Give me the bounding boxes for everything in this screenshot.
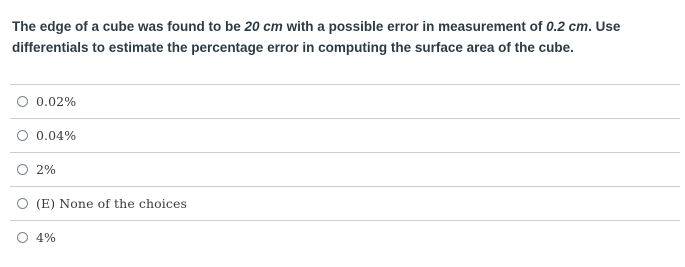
answer-option[interactable] bbox=[10, 152, 680, 186]
answer-label: (E) None of the choices bbox=[36, 196, 187, 211]
answer-label: 0.04% bbox=[36, 128, 77, 143]
question-part-1: The edge of a cube was found to be bbox=[12, 19, 245, 34]
radio-button-icon[interactable] bbox=[17, 198, 28, 209]
question-part-2: with a possible error in measurement of bbox=[282, 19, 547, 34]
answer-option[interactable] bbox=[10, 84, 680, 118]
radio-button-icon[interactable] bbox=[17, 164, 28, 175]
radio-button-icon[interactable] bbox=[17, 96, 28, 107]
answer-list bbox=[10, 84, 680, 254]
edge-value: 20 cm bbox=[244, 19, 283, 34]
radio-button-icon[interactable] bbox=[17, 232, 28, 243]
answer-option[interactable] bbox=[10, 118, 680, 152]
answer-label: 0.02% bbox=[36, 94, 77, 109]
radio-button-icon[interactable] bbox=[17, 130, 28, 141]
answer-option[interactable] bbox=[10, 220, 680, 254]
question-part-3: . Use differentials to estimate the percentage error in computing the surface area of the cube. bbox=[12, 19, 621, 55]
error-value: 0.2 cm bbox=[546, 19, 589, 34]
answer-label: 4% bbox=[36, 230, 57, 245]
answer-option[interactable] bbox=[10, 186, 680, 220]
answer-label: 2% bbox=[36, 162, 57, 177]
question-text bbox=[12, 16, 672, 58]
